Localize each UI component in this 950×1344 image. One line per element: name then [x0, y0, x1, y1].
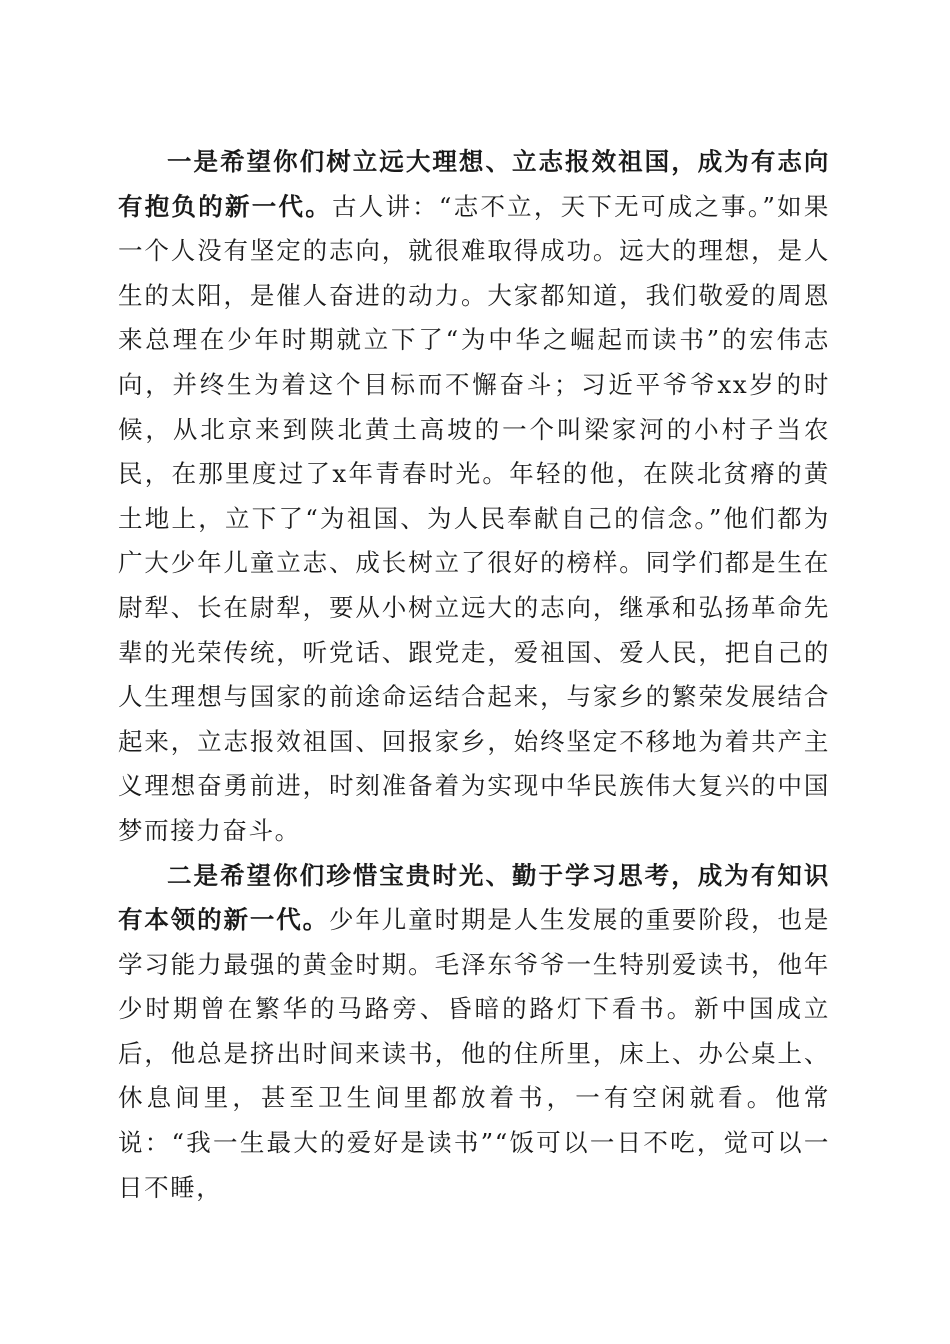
paragraph-2-lead: 二是希望你们珍惜宝贵时光、勤于学习思考，成为有知识有本领的新一代。	[118, 860, 830, 935]
paragraph-1-lead: 一是希望你们树立远大理想、立志报效祖国，成为有志向有抱负的新一代。	[118, 147, 830, 221]
paragraph-1-body: 古人讲：“志不立，天下无可成之事。”如果一个人没有坚定的志向，就很难取得成功。远大的理想，是人生的太阳，是催人奋进的动力。大家都知道，我们敬爱的周恩来总理在少年时期就立下了“为中华之崛起而读书”的宏伟志向，并终生为着这个目标而不懈奋斗；习近平爷爷xx岁的时候，从北京来到陕北黄土高坡的一个叫梁家河的小村子当农民，在那里度过了x年青春时光。年轻的他，在陕北贫瘠的黄土地上，立下了“为祖国、为人民奉献自己的信念。”他们都为广大少年儿童立志、成长树立了很好的榜样。同学们都是生在尉犁、长在尉犁，要从小树立远大的志向，继承和弘扬革命先辈的光荣传统，听党话、跟党走，爱祖国、爱人民，把自己的人生理想与国家的前途命运结合起来，与家乡的繁荣发展结合起来，立志报效祖国、回报家乡，始终坚定不移地为着共产主义理想奋勇前进，时刻准备着为实现中华民族伟大复兴的中国梦而接力奋斗。	[118, 191, 830, 845]
paragraph-2-body: 少年儿童时期是人生发展的重要阶段，也是学习能力最强的黄金时期。毛泽东爷爷一生特别爱读书，他年少时期曾在繁华的马路旁、昏暗的路灯下看书。新中国成立后，他总是挤出时间来读书，他的住所里，床上、办公桌上、休息间里，甚至卫生间里都放着书，一有空闲就看。他常说：“我一生最大的爱好是读书”“饭可以一日不吃，觉可以一日不睡，	[118, 905, 830, 1202]
document-page	[118, 140, 830, 1210]
paragraph-2	[118, 854, 830, 1211]
paragraph-1	[118, 140, 830, 854]
